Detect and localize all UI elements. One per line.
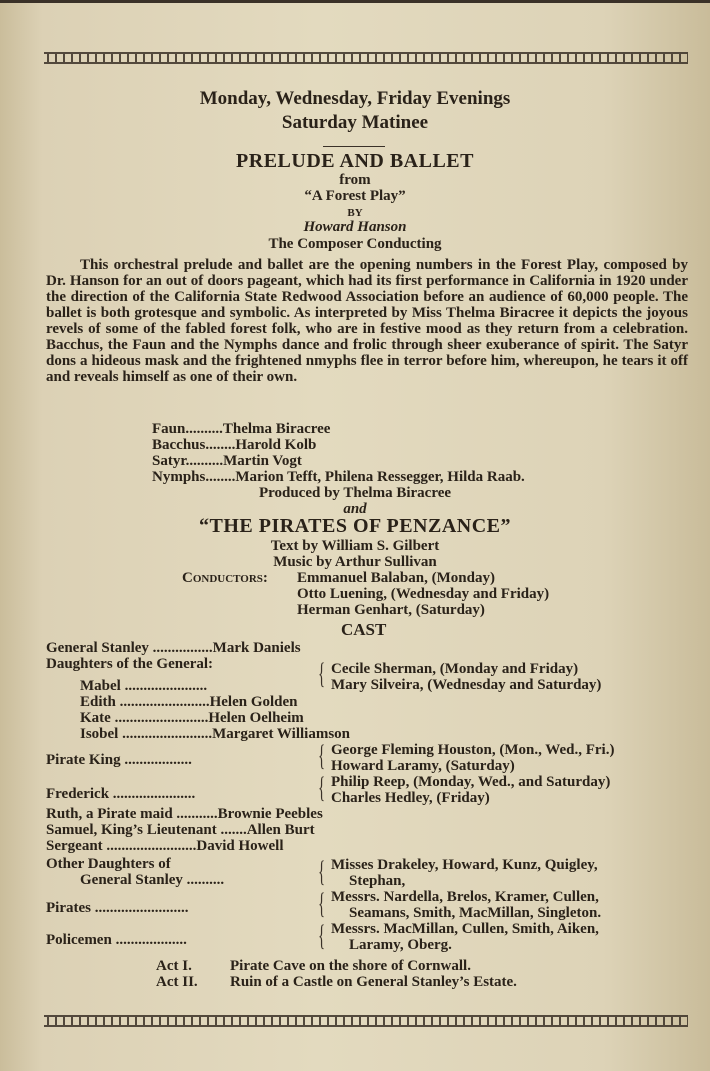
cast-role: Satyr	[152, 453, 186, 469]
prelude-by: BY	[347, 207, 363, 219]
prelude-conducting: The Composer Conducting	[268, 236, 442, 252]
cast-row-sergeant	[46, 838, 284, 855]
brace: {	[318, 887, 326, 920]
cast-role: Pirate King	[46, 752, 121, 768]
prelude-work: “A Forest Play”	[304, 188, 406, 204]
cast-row-kate	[80, 710, 304, 727]
daughters-actor-2: Mary Silveira, (Wednesday and Saturday)	[331, 677, 602, 693]
cast-actor: Thelma Biracree	[222, 421, 331, 437]
cast-role: General Stanley	[80, 872, 183, 888]
cast-actor: Allen Burt	[246, 822, 315, 838]
cast-dots: ........	[205, 437, 236, 453]
cast-row-other-daughters	[80, 872, 224, 889]
cast-dots: ......................	[124, 678, 208, 694]
other-daughters-role-1: Other Daughters of	[46, 856, 171, 872]
cast-row-pirate-king	[46, 752, 192, 769]
cast-dots: .......	[220, 822, 247, 838]
cast-actor: Mark Daniels	[212, 640, 301, 656]
top-edge	[0, 0, 710, 3]
cast-role: Isobel	[80, 726, 119, 742]
act-1-setting: Pirate Cave on the shore of Cornwall.	[230, 958, 471, 974]
pirates-actor-2: Seamans, Smith, MacMillan, Singleton.	[349, 905, 602, 921]
policemen-actor-1: Messrs. MacMillan, Cullen, Smith, Aiken,	[331, 921, 599, 937]
pirates-music-by: Music by Arthur Sullivan	[273, 554, 437, 570]
cast-actor: Helen Oelheim	[208, 710, 304, 726]
cast-row-policemen	[46, 932, 187, 949]
prelude-cast-row	[152, 453, 302, 470]
prelude-description-text: This orchestral prelude and ballet are the opening numbers in the Forest Play, composed by Dr. Hanson for an out of doors pageant, which had its first performance in California in 1920 under the direction of the California State Redwood Association before an audience of 60,000 people. The ballet is both grotesque and symbolic. As interpreted by Miss Thelma Biracree it depicts the joyous revels of some of the fabled forest folk, who are in festive mood as they return from a celebration. Bacchus, the Faun and the Nymphs dance and frolic through sheer exuberance of spirit. The Satyr dons a hideous mask and the frightened nmyphs flee in terror before him, whereupon, he tears it off and reveals himself as one of their own.	[46, 257, 688, 385]
cast-role: General Stanley	[46, 640, 149, 656]
prelude-description	[46, 257, 688, 385]
pirate-king-actor-1: George Fleming Houston, (Mon., Wed., Fri.)	[331, 742, 615, 758]
cast-row-isobel	[80, 726, 350, 743]
cast-dots: ..................	[124, 752, 192, 768]
cast-dots: ..........	[185, 421, 223, 437]
conductors-label: Conductors:	[182, 570, 268, 586]
cast-row-ruth	[46, 806, 323, 823]
pirates-title: “THE PIRATES OF PENZANCE”	[199, 515, 511, 537]
frederick-actor-1: Philip Reep, (Monday, Wed., and Saturday)	[331, 774, 611, 790]
cast-role: Pirates	[46, 900, 91, 916]
cast-actor: Margaret Williamson	[212, 726, 351, 742]
cast-row-frederick	[46, 786, 195, 803]
cast-row-pirates	[46, 900, 188, 917]
cast-actor: Helen Golden	[209, 694, 298, 710]
brace: {	[318, 919, 326, 952]
cast-dots: ........	[205, 469, 236, 485]
schedule-line-1: Monday, Wednesday, Friday Evenings	[199, 88, 511, 109]
cast-actor: Martin Vogt	[223, 453, 302, 469]
prelude-cast-row	[152, 421, 330, 438]
prelude-composer: Howard Hanson	[303, 219, 407, 235]
cast-role: Kate	[80, 710, 111, 726]
schedule-line-2: Saturday Matinee	[281, 112, 429, 133]
brace: {	[318, 657, 326, 690]
cast-actor: David Howell	[196, 838, 284, 854]
policemen-actor-2: Laramy, Oberg.	[349, 937, 452, 953]
cast-dots: ......................	[112, 786, 196, 802]
cast-dots: ...........	[176, 806, 218, 822]
frederick-actor-2: Charles Hedley, (Friday)	[331, 790, 490, 806]
cast-row-mabel	[80, 678, 207, 695]
cast-role: Sergeant	[46, 838, 103, 854]
divider-rule	[323, 146, 385, 147]
prelude-from: from	[339, 172, 371, 188]
cast-actor: Brownie Peebles	[217, 806, 323, 822]
cast-role: Nymphs	[152, 469, 206, 485]
cast-role: Ruth, a Pirate maid	[46, 806, 173, 822]
cast-role: Policemen	[46, 932, 112, 948]
and-connector: and	[343, 501, 367, 517]
prelude-produced-by: Produced by Thelma Biracree	[258, 485, 452, 501]
other-daughters-actor-2: Stephan,	[349, 873, 406, 889]
pirate-king-actor-2: Howard Laramy, (Saturday)	[331, 758, 515, 774]
cast-role: Frederick	[46, 786, 110, 802]
cast-row-samuel	[46, 822, 315, 839]
cast-actor: Marion Tefft, Philena Ressegger, Hilda Raab.	[235, 469, 525, 485]
other-daughters-actor-1: Misses Drakeley, Howard, Kunz, Quigley,	[331, 857, 598, 873]
decorative-border-top	[44, 52, 688, 64]
cast-dots: ................	[152, 640, 213, 656]
cast-role: Faun	[152, 421, 186, 437]
brace: {	[318, 739, 326, 772]
cast-dots: ........................	[119, 694, 210, 710]
cast-role: Bacchus	[152, 437, 206, 453]
cast-row-edith	[80, 694, 298, 711]
act-1-label: Act I.	[156, 958, 192, 974]
cast-dots: ..........	[185, 453, 224, 469]
conductor-3: Herman Genhart, (Saturday)	[297, 602, 485, 618]
cast-dots: ........................	[106, 838, 197, 854]
cast-role: Samuel, King’s Lieutenant	[46, 822, 217, 838]
act-2-label: Act II.	[156, 974, 198, 990]
cast-dots: .........................	[114, 710, 209, 726]
cast-dots: ..........	[186, 872, 225, 888]
act-2-setting: Ruin of a Castle on General Stanley’s Estate.	[230, 974, 517, 990]
daughters-label: Daughters of the General:	[46, 656, 214, 672]
decorative-border-bottom	[44, 1015, 688, 1027]
cast-actor: Harold Kolb	[235, 437, 317, 453]
cast-row-general	[46, 640, 301, 657]
cast-heading: CAST	[341, 620, 387, 639]
prelude-cast-row	[152, 437, 316, 454]
prelude-title: PRELUDE AND BALLET	[236, 150, 474, 172]
cast-dots: ........................	[122, 726, 213, 742]
pirates-text-by: Text by William S. Gilbert	[270, 538, 440, 554]
cast-dots: .........................	[94, 900, 189, 916]
daughters-actor-1: Cecile Sherman, (Monday and Friday)	[331, 661, 579, 677]
pirates-actor-1: Messrs. Nardella, Brelos, Kramer, Cullen,	[331, 889, 599, 905]
cast-dots: ...................	[115, 932, 187, 948]
conductor-2: Otto Luening, (Wednesday and Friday)	[297, 586, 550, 602]
conductor-1: Emmanuel Balaban, (Monday)	[297, 570, 495, 586]
brace: {	[318, 855, 326, 888]
prelude-cast-row	[152, 469, 525, 486]
brace: {	[318, 771, 326, 804]
cast-role: Edith	[80, 694, 116, 710]
cast-role: Mabel	[80, 678, 121, 694]
